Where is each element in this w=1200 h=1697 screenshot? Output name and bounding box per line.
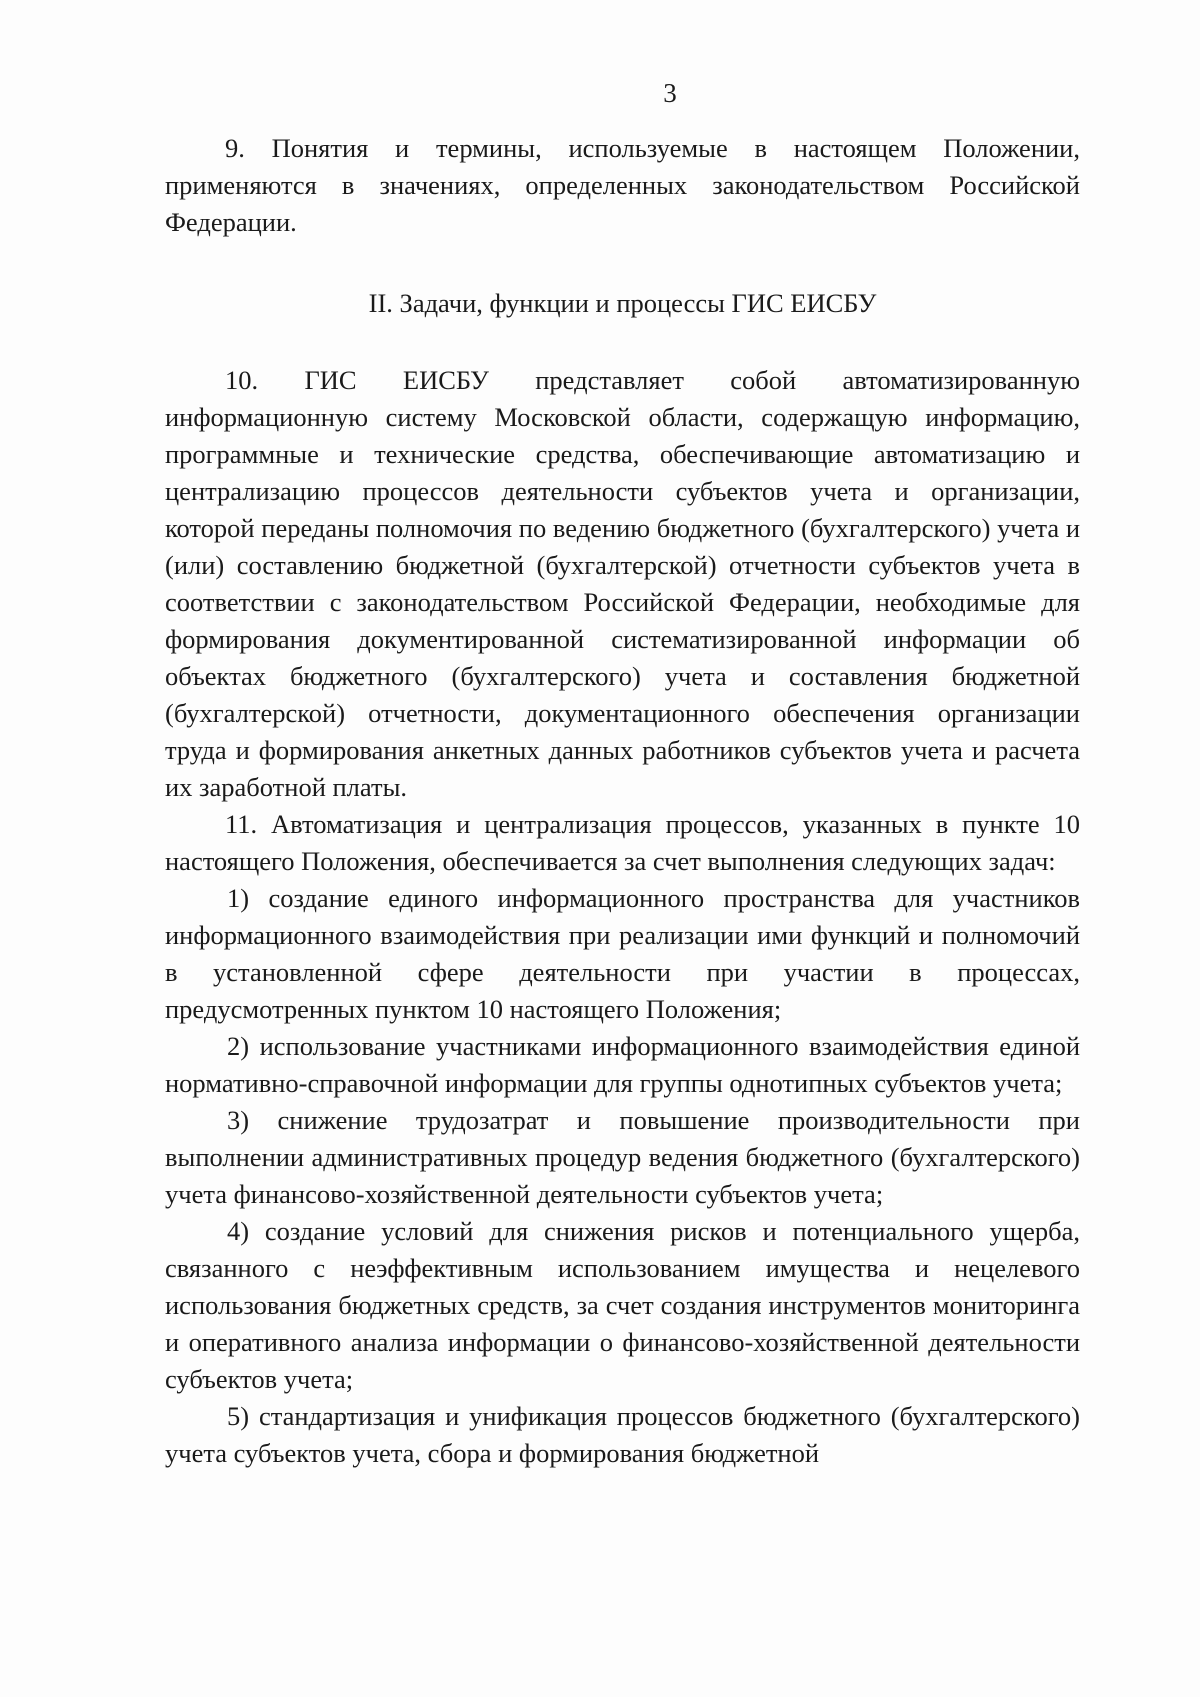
- paragraph-10: 10. ГИС ЕИСБУ представляет собой автоматизированную информационную систему Московской области, содержащую информацию, программные и технические средства, обеспечивающие автоматизацию и централизацию процессов деятельности субъектов учета и организации, которой переданы полномочия по ведению бюджетного (бухгалтерского) учета и (или) составлению бюджетной (бухгалтерской) отчетности субъектов учета в соответствии с законодательством Российской Федерации, необходимые для формирования документированной систематизированной информации об объектах бюджетного (бухгалтерского) учета и составления бюджетной (бухгалтерской) отчетности, документационного обеспечения организации труда и формирования анкетных данных работников субъектов учета и расчета их заработной платы.: [165, 365, 1080, 802]
- list-item-4: 4) создание условий для снижения рисков и потенциального ущерба, связанного с неэффективным использованием имущества и нецелевого использования бюджетных средств, за счет создания инструментов мониторинга и оперативного анализа информации о финансово-хозяйственной деятельности субъектов учета;: [165, 1216, 1080, 1394]
- document-body: [165, 130, 1080, 1472]
- section-heading: II. Задачи, функции и процессы ГИС ЕИСБУ: [368, 288, 877, 318]
- page-number: 3: [663, 78, 677, 108]
- list-item-1: 1) создание единого информационного пространства для участников информационного взаимодействия при реализации ими функций и полномочий в установленной сфере деятельности при участии в процессах, предусмотренных пунктом 10 настоящего Положения;: [165, 883, 1080, 1024]
- list-item-5: 5) стандартизация и унификация процессов бюджетного (бухгалтерского) учета субъектов учета, сбора и формирования бюджетной: [165, 1401, 1080, 1468]
- list-item-2: 2) использование участниками информационного взаимодействия единой нормативно-справочной информации для группы однотипных субъектов учета;: [165, 1031, 1080, 1098]
- paragraph-11: 11. Автоматизация и централизация процессов, указанных в пункте 10 настоящего Положения, обеспечивается за счет выполнения следующих задач:: [165, 809, 1080, 876]
- paragraph-9: 9. Понятия и термины, используемые в настоящем Положении, применяются в значениях, определенных законодательством Российской Федерации.: [165, 133, 1080, 237]
- list-item-3: 3) снижение трудозатрат и повышение производительности при выполнении административных процедур ведения бюджетного (бухгалтерского) учета финансово-хозяйственной деятельности субъектов учета;: [165, 1105, 1080, 1209]
